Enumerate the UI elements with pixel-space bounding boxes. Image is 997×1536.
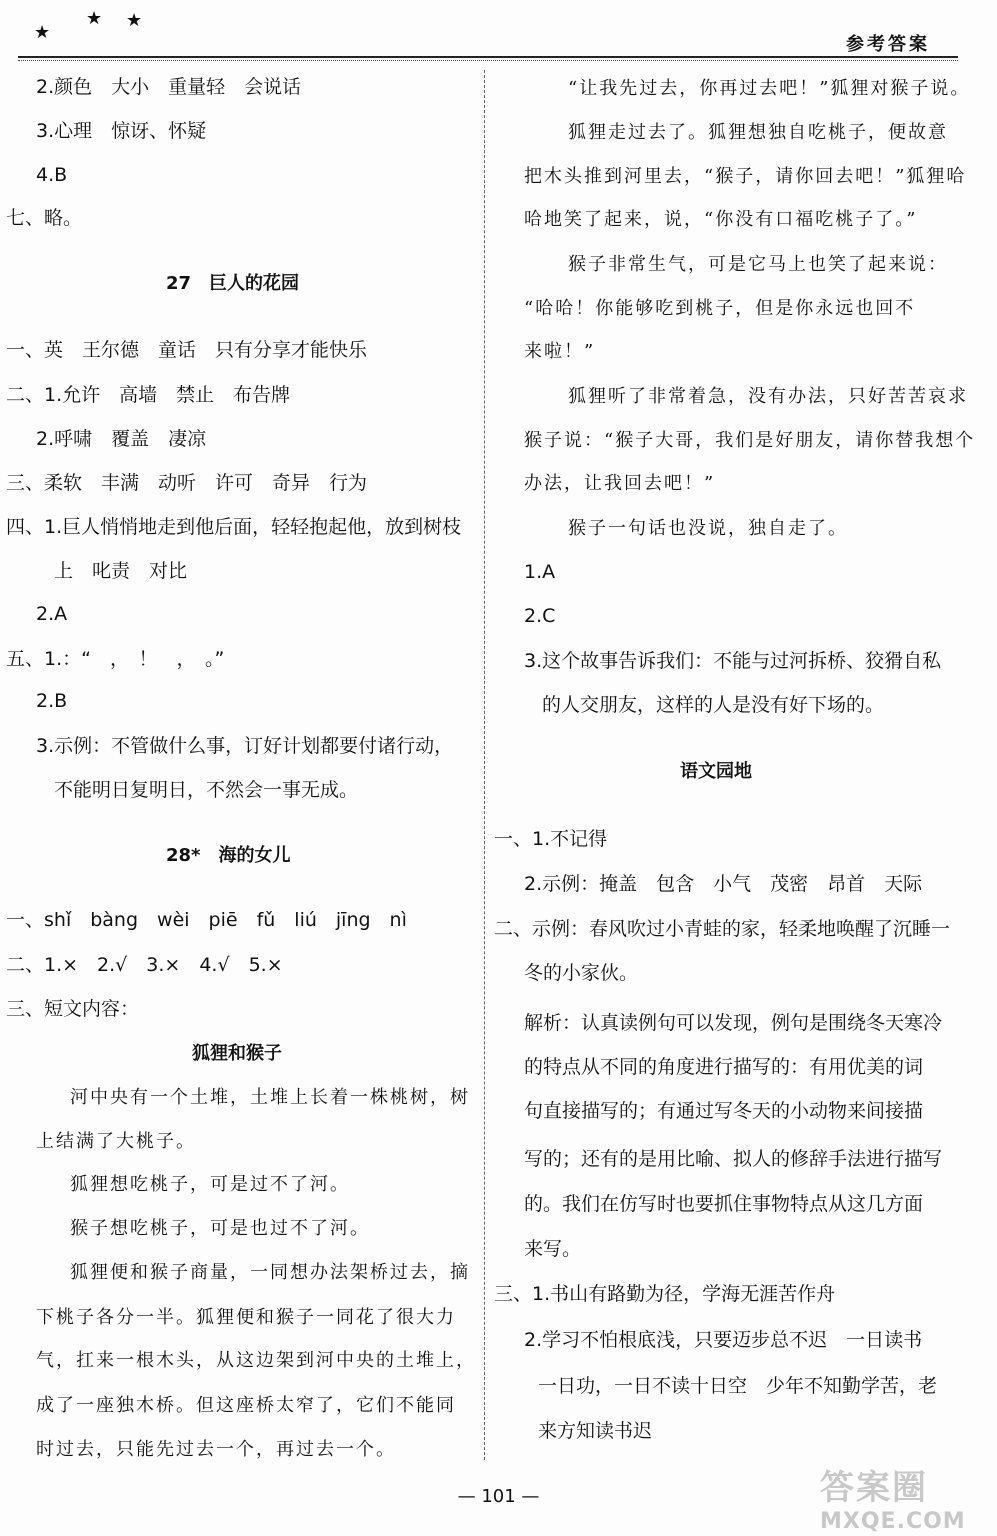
answer-line: 二、示例：春风吹过小青蛙的家，轻柔地唤醒了沉睡一 bbox=[494, 918, 951, 940]
story-line: 狐狸走过去了。狐狸想独自吃桃子，便故意 bbox=[568, 122, 948, 143]
answer-line: 上 叱责 对比 bbox=[54, 560, 188, 582]
story-line: 时过去，只能先过去一个，再过去一个。 bbox=[36, 1439, 396, 1460]
answer-line: 3.示例：不管做什么事，订好计划都要付诸行动， bbox=[36, 735, 454, 757]
header-divider-dotted bbox=[18, 60, 958, 61]
watermark-top-text: 答案圈 bbox=[820, 1468, 928, 1508]
answer-line: 一日功，一日不读十日空 少年不知勤学苦，老 bbox=[538, 1375, 938, 1397]
answer-line: 2.示例：掩盖 包含 小气 茂密 昂首 天际 bbox=[524, 873, 923, 895]
answer-line: 四、1.巨人悄悄地走到他后面，轻轻抱起他，放到树枝 bbox=[6, 516, 462, 538]
answer-line: 一、英 王尔德 童话 只有分享才能快乐 bbox=[6, 339, 368, 361]
analysis-line: 句直接描写的；有通过写冬天的小动物来间接描 bbox=[524, 1100, 924, 1122]
answer-line: 三、1.书山有路勤为径，学海无涯苦作舟 bbox=[494, 1283, 836, 1305]
story-line: “哈哈！你能够吃到桃子，但是你永远也回不 bbox=[524, 298, 916, 319]
story-line: 来啦！” bbox=[524, 341, 596, 362]
story-line: 哈地笑了起来，说，“你没有口福吃桃子了。” bbox=[524, 209, 918, 230]
story-line: 狐狸想吃桃子，可是过不了河。 bbox=[70, 1174, 350, 1195]
watermark-bottom-text: MXQE.COM bbox=[820, 1509, 966, 1534]
story-line: 下桃子各分一半。狐狸便和猴子一同花了很大力 bbox=[36, 1307, 456, 1328]
analysis-line: 的特点从不同的角度进行描写的：有用优美的词 bbox=[524, 1056, 924, 1078]
story-line: 狐狸便和猴子商量，一同想办法架桥过去，摘 bbox=[70, 1262, 470, 1283]
page-number: — 101 — bbox=[457, 1486, 540, 1507]
header-stars bbox=[34, 8, 154, 42]
answer-line: 的人交朋友，这样的人是没有好下场的。 bbox=[542, 694, 885, 716]
story-line: 上结满了大桃子。 bbox=[36, 1131, 196, 1152]
star-icon: ★ bbox=[86, 8, 103, 29]
answer-line: 五、1.：“ ， ！ ， 。” bbox=[6, 648, 225, 670]
answer-line: 二、1.× 2.√ 3.× 4.√ 5.× bbox=[6, 954, 283, 976]
answer-line: 一、1.不记得 bbox=[494, 828, 608, 850]
story-line: 河中央有一个土堆，土堆上长着一株桃树，树 bbox=[70, 1087, 470, 1108]
answer-line: 三、短文内容： bbox=[6, 998, 140, 1020]
story-line: 猴子非常生气，可是它马上也笑了起来说： bbox=[568, 254, 948, 275]
header-divider bbox=[18, 56, 958, 58]
answer-line: 三、柔软 丰满 动听 许可 奇异 行为 bbox=[6, 472, 368, 494]
story-line: 猴子说：“猴子大哥，我们是好朋友，请你替我想个 bbox=[524, 430, 976, 451]
star-icon: ★ bbox=[34, 22, 51, 43]
answer-line: 3.心理 惊讶、怀疑 bbox=[36, 120, 207, 142]
answer-line: 2.B bbox=[36, 690, 68, 712]
answer-line: 冬的小家伙。 bbox=[524, 962, 639, 984]
answer-line: 2.A bbox=[36, 603, 68, 625]
story-line: 把木头推到河里去，“猴子，请你回去吧！”狐狸哈 bbox=[524, 166, 967, 187]
section-heading: 语文园地 bbox=[680, 761, 752, 782]
answer-line: 2.颜色 大小 重量轻 会说话 bbox=[36, 76, 302, 98]
star-icon: ★ bbox=[126, 10, 143, 31]
analysis-line: 解析：认真读例句可以发现，例句是围绕冬天寒冷 bbox=[524, 1012, 943, 1034]
answer-line: 1.A bbox=[524, 561, 556, 583]
answer-line: 二、1.允许 高墙 禁止 布告牌 bbox=[6, 384, 291, 406]
story-line: 气，扛来一根木头，从这边架到河中央的土堆上， bbox=[36, 1350, 476, 1371]
answer-line: 七、略。 bbox=[6, 207, 83, 229]
section-heading: 28* 海的女儿 bbox=[166, 845, 291, 866]
story-line: 办法，让我回去吧！” bbox=[524, 473, 716, 494]
header-title: 参考答案 bbox=[846, 34, 930, 55]
answer-line: 2.C bbox=[524, 605, 556, 627]
answer-line: 2.呼啸 覆盖 凄凉 bbox=[36, 428, 207, 450]
answer-line: 3.这个故事告诉我们：不能与过河拆桥、狡猾自私 bbox=[524, 650, 942, 672]
story-line: 狐狸听了非常着急，没有办法，只好苦苦哀求 bbox=[568, 386, 968, 407]
answer-line: 4.B bbox=[36, 164, 68, 186]
answer-line: 一、shǐ bàng wèi piē fǔ liú jīng nì bbox=[6, 909, 407, 931]
answer-line: 来方知读书迟 bbox=[538, 1420, 653, 1442]
answer-line: 2.学习不怕根底浅，只要迈步总不迟 一日读书 bbox=[524, 1329, 923, 1351]
answer-line: 不能明日复明日，不然会一事无成。 bbox=[54, 779, 359, 801]
analysis-line: 的。我们在仿写时也要抓住事物特点从这几方面 bbox=[524, 1193, 924, 1215]
analysis-line: 来写。 bbox=[524, 1238, 582, 1260]
story-line: 成了一座独木桥。但这座桥太窄了，它们不能同 bbox=[36, 1395, 456, 1416]
analysis-line: 写的；还有的是用比喻、拟人的修辞手法进行描写 bbox=[524, 1148, 943, 1170]
watermark-logo bbox=[820, 1460, 990, 1532]
story-line: “让我先过去，你再过去吧！”狐狸对猴子说。 bbox=[568, 78, 971, 99]
section-heading: 27 巨人的花园 bbox=[166, 273, 300, 294]
story-line: 猴子想吃桃子，可是也过不了河。 bbox=[70, 1218, 370, 1239]
story-title: 狐狸和猴子 bbox=[192, 1043, 282, 1064]
column-divider bbox=[484, 70, 485, 1460]
story-line: 猴子一句话也没说，独自走了。 bbox=[568, 518, 848, 539]
